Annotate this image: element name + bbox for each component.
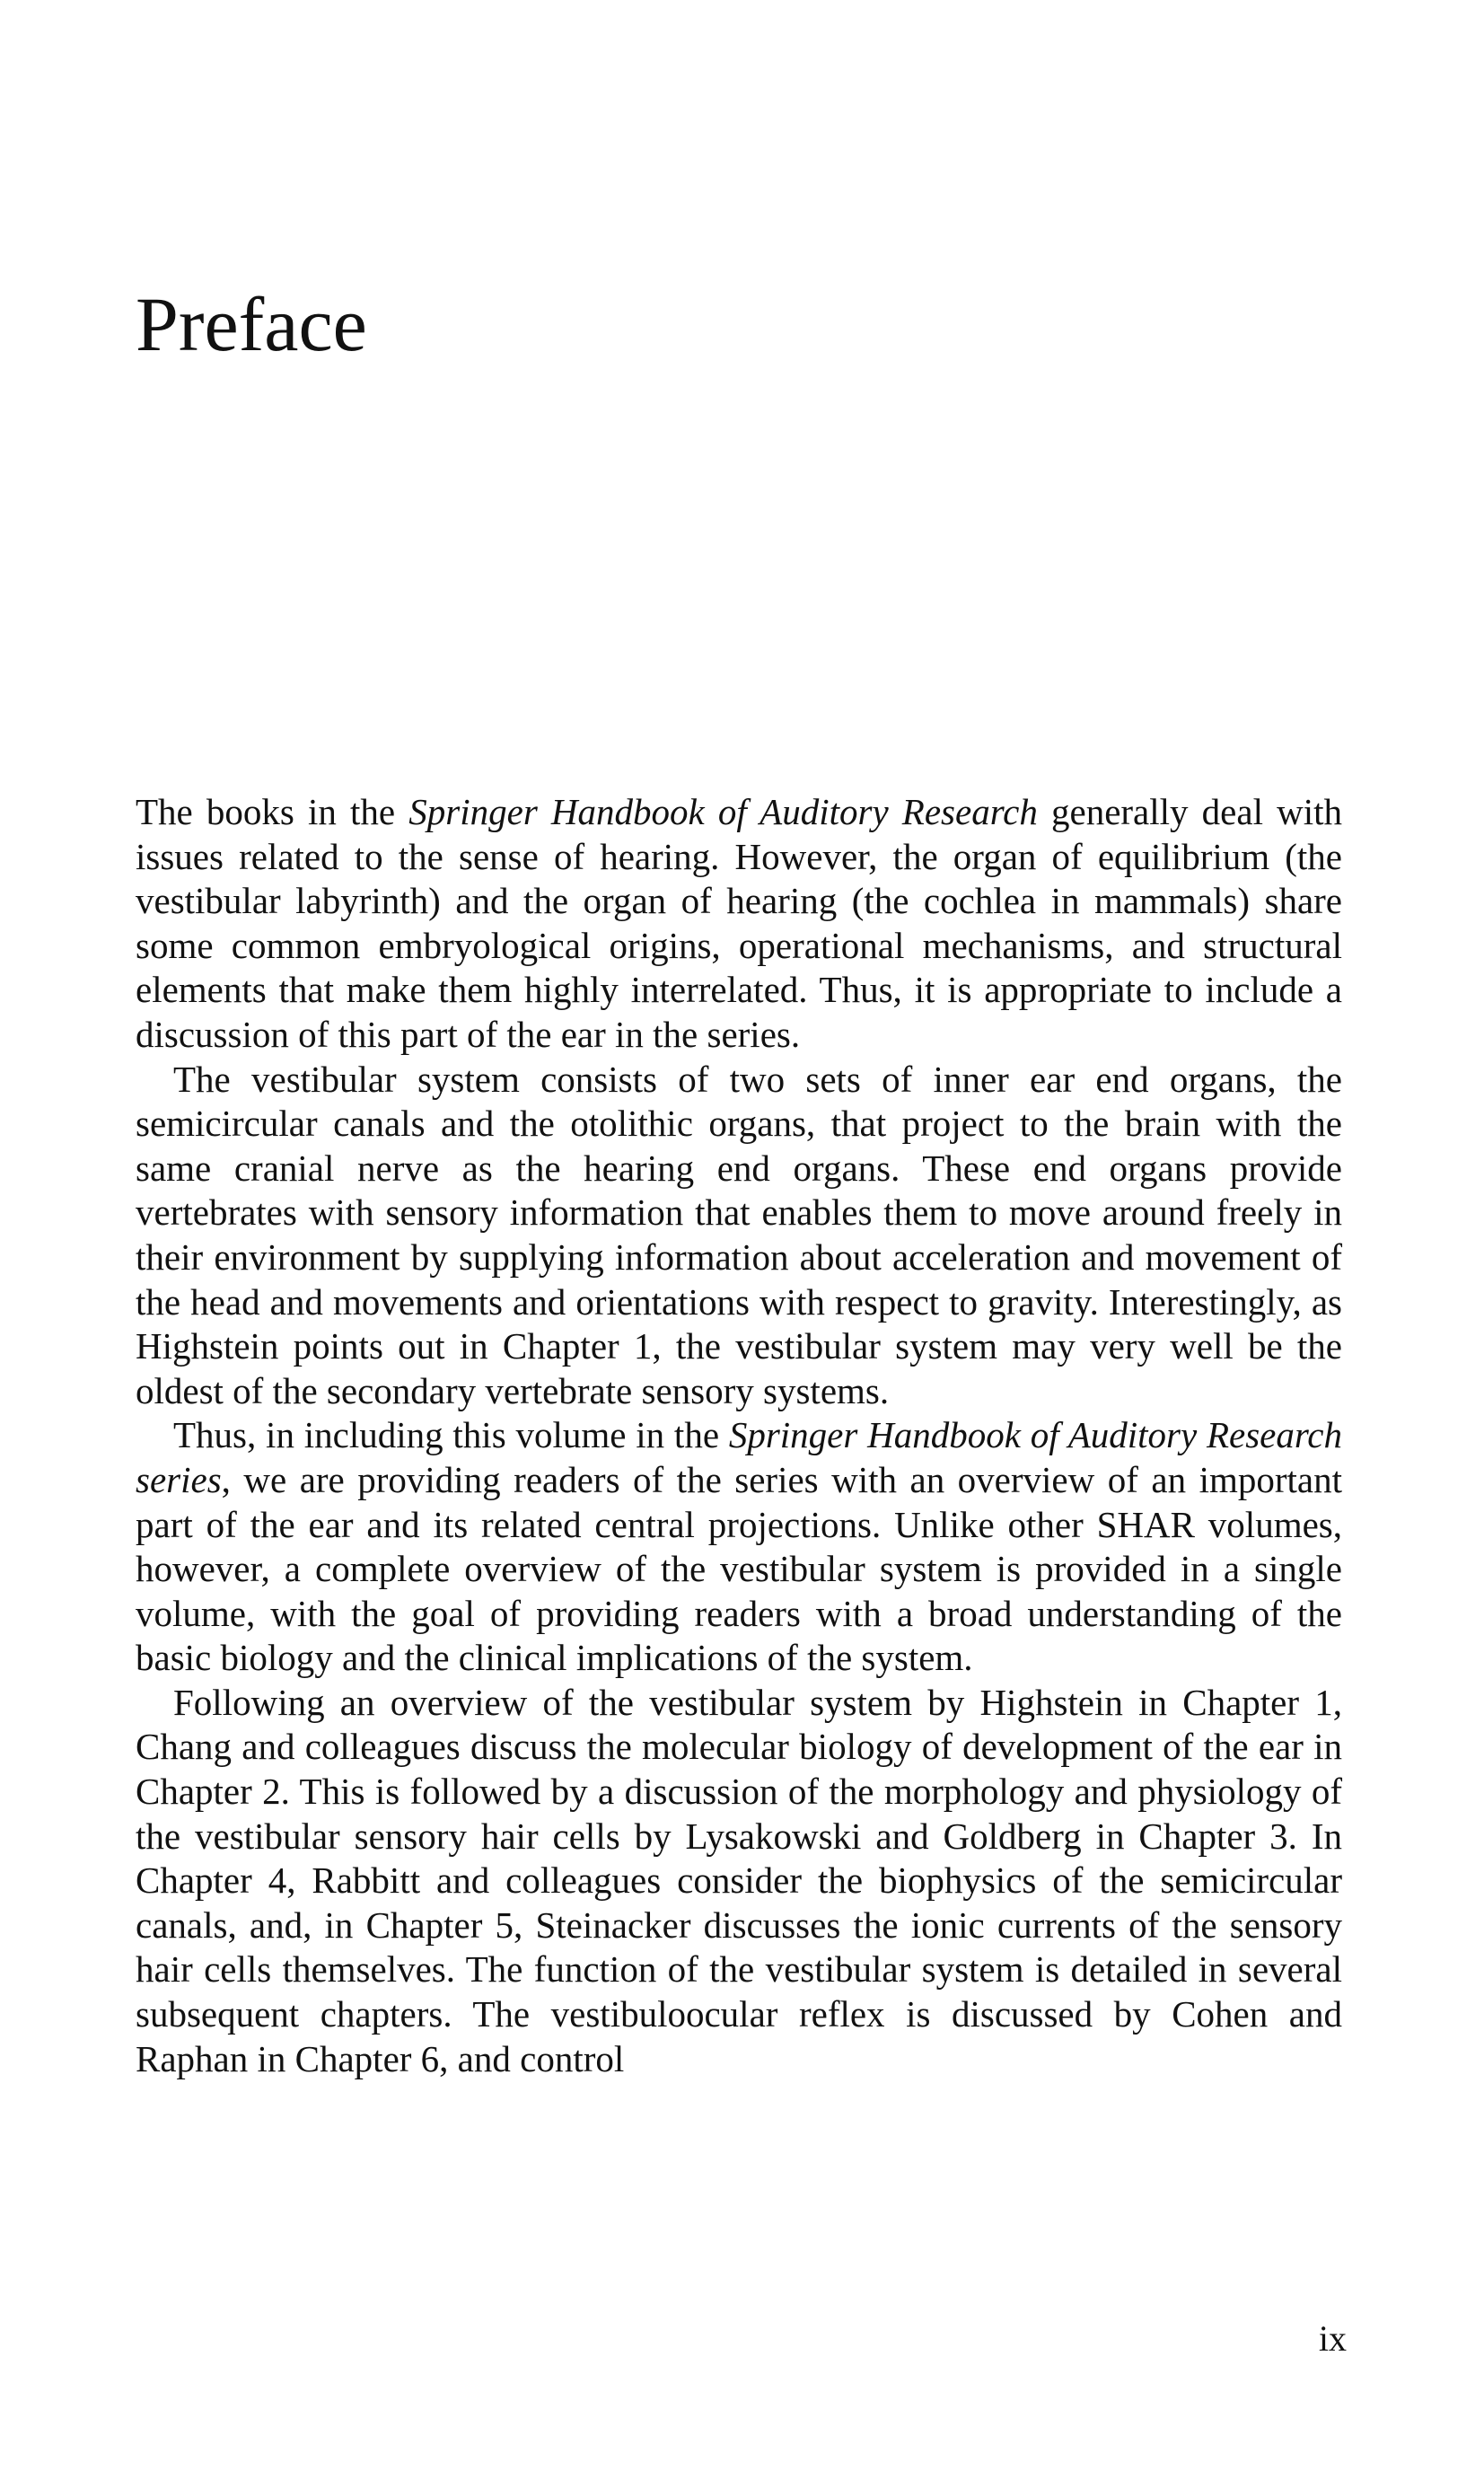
page-number: ix: [1318, 2318, 1347, 2359]
series-name-italic: Springer Handbook of Auditory Research series: [136, 1414, 1342, 1500]
paragraph-2-text: The vestibular system consists of two sets of inner ear end organs, the semicircular canals and the otolithic organs, that project to the brain with the same cranial nerve as the hearing end organs. These end organs provide vertebrates with sensory information that enables them to move around freely in their environment by supplying information about acceleration and movement of the head and movements and orientations with respect to gravity. Interestingly, as Highstein points out in Chapter 1, the vestibular system may very well be the oldest of the secondary vertebrate sensory systems.: [136, 1058, 1342, 1411]
paragraph-3: [136, 1413, 1342, 1681]
paragraph-3-lead: Thus, in including this volume in the: [173, 1414, 729, 1456]
paragraph-1-lead: The books in the: [136, 791, 409, 832]
paragraph-2: [136, 1058, 1342, 1414]
paragraph-4: [136, 1681, 1342, 2081]
paragraph-1-rest: generally deal with issues related to the sense of hearing. However, the organ of equilibrium (the vestibular labyrinth) and the organ of hearing (the cochlea in mammals) share some common embryological origins, operational mechanisms, and structural elements that make them highly interrelated. Thus, it is appropriate to include a discussion of this part of the ear in the series.: [136, 791, 1342, 1055]
paragraph-1: [136, 790, 1342, 1058]
chapter-title: Preface: [136, 281, 367, 367]
paragraph-4-text: Following an overview of the vestibular system by Highstein in Chapter 1, Chang and colleagues discuss the molecular biology of development of the ear in Chapter 2. This is followed by a discussion of the morphology and physiology of the vestibular sensory hair cells by Lysakowski and Goldberg in Chapter 3. In Chapter 4, Rabbitt and colleagues consider the biophysics of the semicircular canals, and, in Chapter 5, Steinacker discusses the ionic currents of the sensory hair cells themselves. The function of the vestibular system is detailed in several subsequent chapters. The vestibuloocular reflex is discussed by Cohen and Raphan in Chapter 6, and control: [136, 1681, 1342, 2079]
preface-body: [136, 790, 1342, 2081]
series-title-italic: Springer Handbook of Auditory Research: [408, 791, 1038, 832]
paragraph-3-rest: , we are providing readers of the series with an overview of an important part of the ear and its related central projections. Unlike other SHAR volumes, however, a complete overview of the vestibular system is provided in a single volume, with the goal of providing readers with a broad understanding of the basic biology and the clinical implications of the system.: [136, 1458, 1342, 1679]
